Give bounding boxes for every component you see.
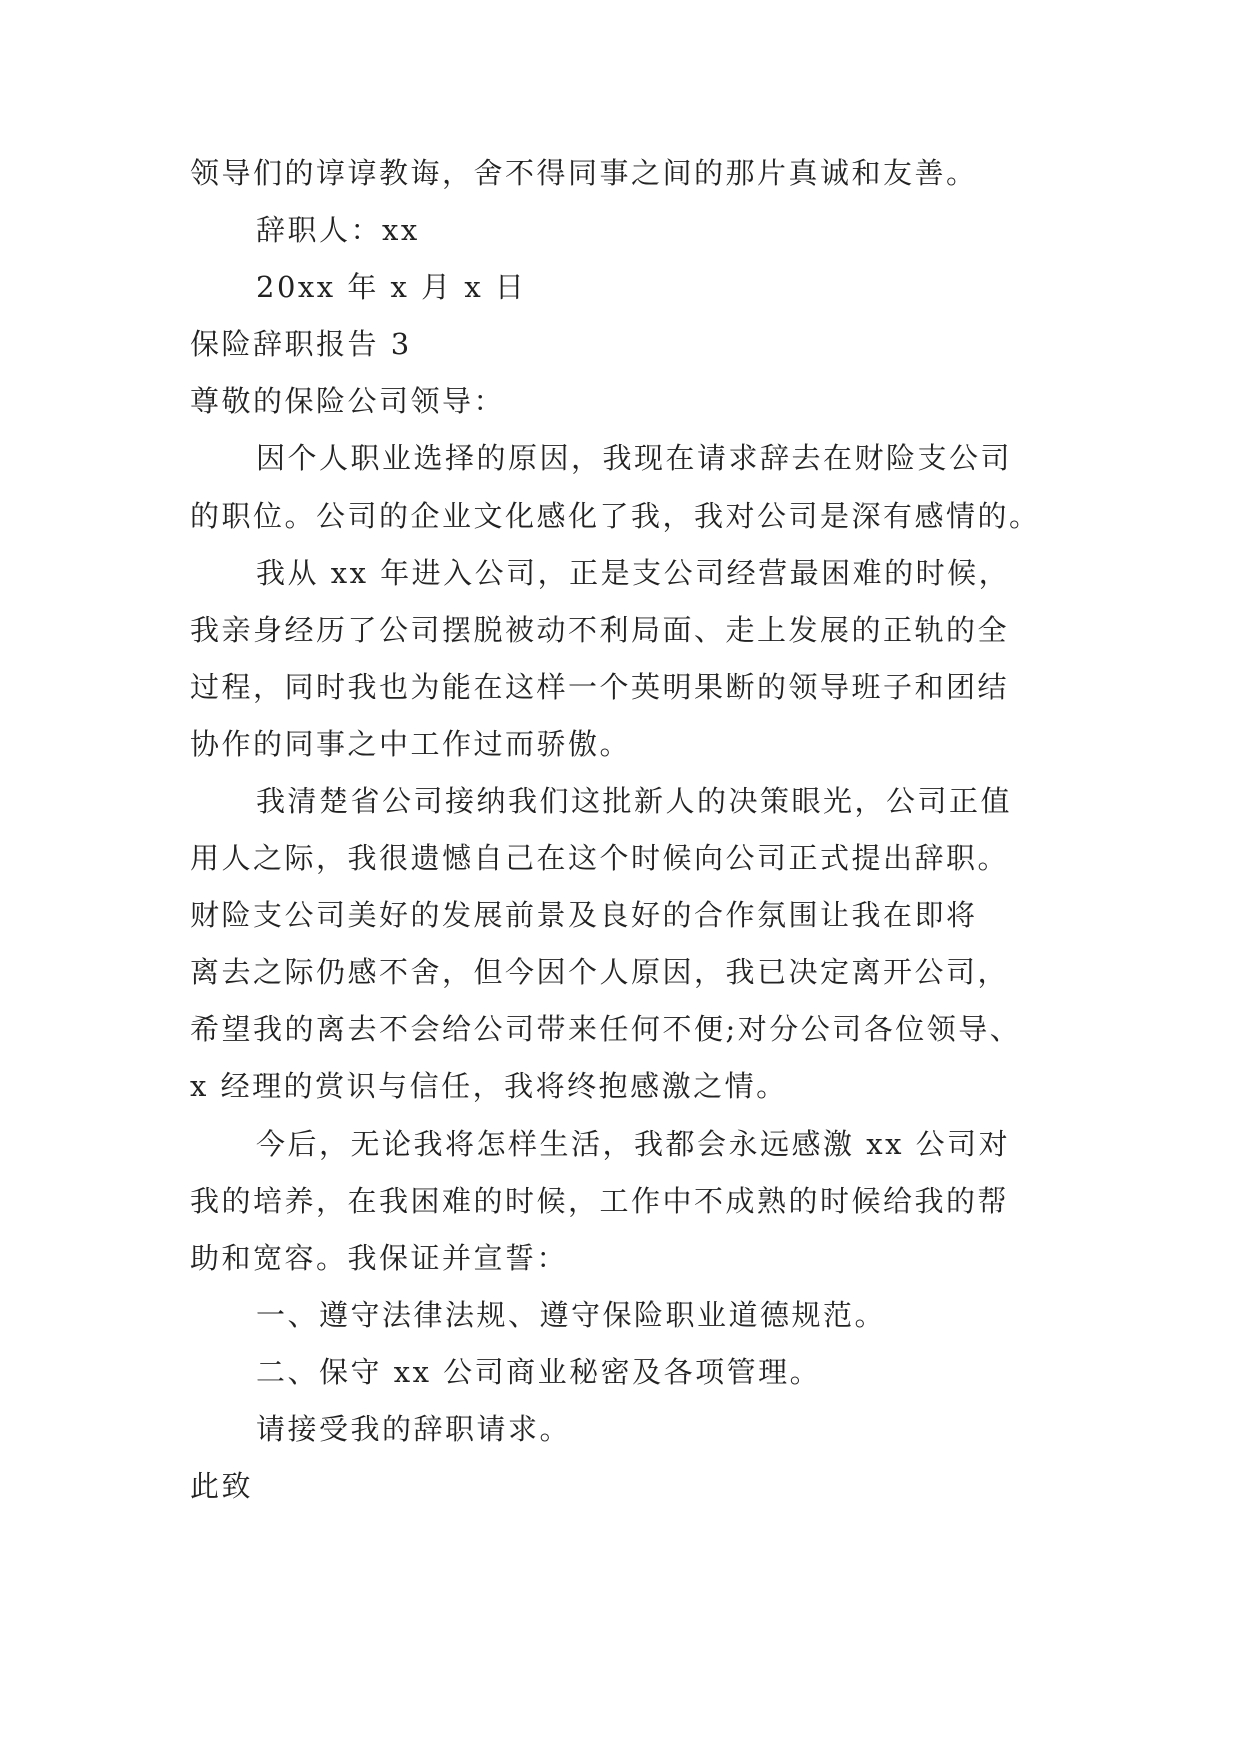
text-line: 协作的同事之中工作过而骄傲。 (190, 727, 632, 761)
text-line: 我清楚省公司接纳我们这批新人的决策眼光，公司正值 (256, 784, 1013, 818)
closing-line: 此致 (190, 1469, 254, 1503)
text-line: 助和宽容。我保证并宣誓： (190, 1241, 569, 1275)
text-line: 离去之际仍感不舍，但今因个人原因，我已决定离开公司， (190, 955, 1010, 989)
text-line: 一、遵守法律法规、遵守保险职业道德规范。 (256, 1298, 887, 1332)
text-line: 我从 xx 年进入公司，正是支公司经营最困难的时候， (256, 556, 1011, 590)
text-line: 过程，同时我也为能在这样一个英明果断的领导班子和团结 (190, 670, 1010, 704)
text-line: 我亲身经历了公司摆脱被动不利局面、走上发展的正轨的全 (190, 613, 1010, 647)
text-line: 希望我的离去不会给公司带来任何不便;对分公司各位领导、 (190, 1012, 1022, 1046)
text-line: 领导们的谆谆教诲，舍不得同事之间的那片真诚和友善。 (190, 156, 978, 190)
text-line: 今后，无论我将怎样生活，我都会永远感激 xx 公司对 (256, 1127, 1011, 1161)
text-line: x 经理的赏识与信任，我将终抱感激之情。 (190, 1069, 788, 1103)
salutation: 尊敬的保险公司领导： (190, 384, 506, 418)
text-line: 我的培养，在我困难的时候，工作中不成熟的时候给我的帮 (190, 1184, 1010, 1218)
signer-line: 辞职人：xx (256, 213, 420, 247)
text-line: 请接受我的辞职请求。 (256, 1412, 572, 1446)
text-line: 用人之际，我很遗憾自己在这个时候向公司正式提出辞职。 (190, 841, 1010, 875)
text-line: 的职位。公司的企业文化感化了我，我对公司是深有感情的。 (190, 499, 1041, 533)
text-line: 因个人职业选择的原因，我现在请求辞去在财险支公司 (256, 441, 1013, 475)
text-line: 二、保守 xx 公司商业秘密及各项管理。 (256, 1355, 822, 1389)
text-line: 财险支公司美好的发展前景及良好的合作氛围让我在即将 (190, 898, 978, 932)
section-title: 保险辞职报告 3 (190, 327, 412, 361)
date-line: 20xx 年 x 月 x 日 (256, 270, 527, 304)
